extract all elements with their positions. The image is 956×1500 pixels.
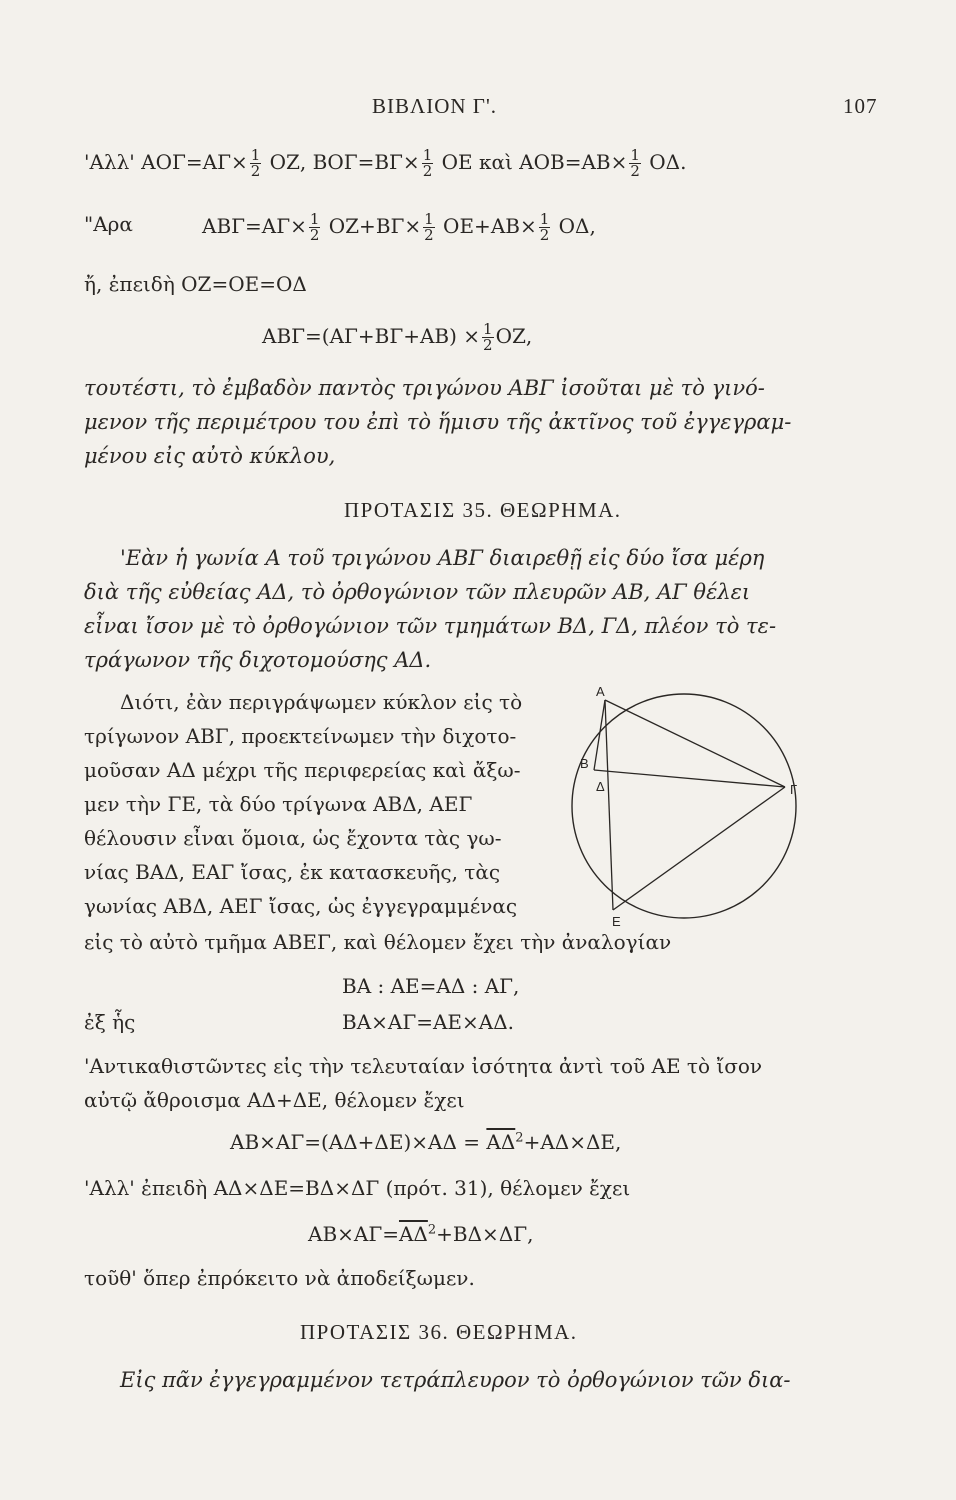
label-B: Β	[580, 756, 589, 771]
proof-line: νίας ΒΑΔ, ΕΑΓ ἴσας, ἐκ κατασκευῆς, τὰς	[84, 860, 501, 884]
fraction-half: $\frac{1}{2}$	[630, 146, 640, 180]
equation-2	[202, 212, 596, 243]
fraction-half: $\frac{1}{2}$	[424, 210, 434, 244]
eq-a-square: $\overline{A\Delta}$	[486, 1130, 516, 1154]
equation-2-label: "Αρα	[84, 212, 133, 236]
eq2-lead: ΑΒΓ=ΑΓ×	[202, 214, 307, 238]
eq2-part2: ΟΖ+ΒΓ×	[322, 214, 422, 238]
fraction-half: $\frac{1}{2}$	[309, 210, 320, 244]
eq-b-left: ΑΒ×ΑΓ=	[308, 1222, 399, 1246]
proof-line: τρίγωνον ΑΒΓ, προεκτείνωμεν τὴν διχοτο-	[84, 724, 517, 748]
eq1-part4: ΟΔ.	[642, 150, 687, 174]
equation-a	[230, 1130, 621, 1154]
equation-3	[262, 322, 532, 353]
proof-line: εἰς τὸ αὐτὸ τμῆμα ΑΒΕΓ, καὶ θέλομεν ἔχει τὴν ἀναλογίαν	[84, 930, 672, 954]
proof-line: θέλουσιν εἶναι ὅμοια, ὡς ἔχοντα τὰς γω-	[84, 826, 502, 850]
paragraph-line: μένου εἰς αὐτὸ κύκλου,	[84, 444, 336, 468]
since-line: ἤ, ἐπειδὴ ΟΖ=ΟΕ=ΟΔ	[84, 272, 307, 296]
label-E: Ε	[612, 914, 621, 929]
eq-b-right: +ΒΔ×ΔΓ,	[436, 1222, 534, 1246]
product-equation: ΒΑ×ΑΓ=ΑΕ×ΑΔ.	[342, 1010, 515, 1034]
eq1-lead: 'Αλλ' ΑΟΓ=ΑΓ×	[84, 150, 248, 174]
theorem-35-line: διὰ τῆς εὐθείας ΑΔ, τὸ ὀρθογώνιον τῶν πλευρῶν ΑΒ, ΑΓ θέλει	[84, 580, 751, 604]
fraction-half: $\frac{1}{2}$	[250, 146, 261, 180]
theorem-36-line: Εἰς πᾶν ἐγγεγραμμένον τετράπλευρον τὸ ὀρθογώνιον τῶν δια-	[120, 1368, 791, 1392]
eq-a-left: ΑΒ×ΑΓ=(ΑΔ+ΔΕ)×ΑΔ =	[230, 1130, 487, 1154]
theorem-35-line: εἶναι ἴσον μὲ τὸ ὀρθογώνιον τῶν τμημάτων ΒΔ, ΓΔ, πλέον τὸ τε-	[84, 614, 777, 638]
proof-line: Διότι, ἐὰν περιγράψωμεν κύκλον εἰς τὸ	[120, 690, 523, 714]
theorem-36-title: ΠΡΟΤΑΣΙΣ 36. ΘΕΩΡΗΜΑ.	[300, 1320, 578, 1344]
proof-line: μεν τὴν ΓΕ, τὰ δύο τρίγωνα ΑΒΔ, ΑΕΓ	[84, 792, 473, 816]
segment-AB	[594, 700, 605, 770]
theorem-35-line: 'Εὰν ἡ γωνία Α τοῦ τριγώνου ΑΒΓ διαιρεθῇ εἰς δύο ἴσα μέρη	[120, 546, 765, 570]
eq1-part3: ΟΕ καὶ ΑΟΒ=ΑΒ×	[435, 150, 628, 174]
segment-EG	[613, 787, 785, 910]
running-header: ΒΙΒΛΙΟΝ Γ'.	[372, 94, 497, 118]
proof-line: μοῦσαν ΑΔ μέχρι τῆς περιφερείας καὶ ἄξω-	[84, 758, 521, 782]
eq2-part3: ΟΕ+ΑΒ×	[436, 214, 537, 238]
fraction-half: $\frac{1}{2}$	[422, 146, 433, 180]
fraction-half: $\frac{1}{2}$	[539, 210, 550, 244]
qed-line: τοῦθ' ὅπερ ἐπρόκειτο νὰ ἀποδείξωμεν.	[84, 1266, 475, 1290]
ratio-equation: ΒΑ : ΑΕ=ΑΔ : ΑΓ,	[342, 974, 520, 998]
eq1-part2: ΟΖ, ΒΟΓ=ΒΓ×	[263, 150, 420, 174]
eq-a-exponent: 2	[515, 1130, 524, 1146]
eq3-tail: ΟΖ,	[495, 324, 533, 348]
fraction-half: $\frac{1}{2}$	[483, 320, 493, 354]
label-D: Δ	[596, 779, 605, 794]
circle-triangle-figure	[540, 680, 815, 930]
proof-line: 'Αντικαθιστῶντες εἰς τὴν τελευταίαν ἰσότητα ἀντὶ τοῦ ΑΕ τὸ ἴσον	[84, 1054, 763, 1078]
eq-a-right: +ΑΔ×ΔΕ,	[523, 1130, 622, 1154]
page-number: 107	[843, 94, 878, 118]
eq-b-exponent: 2	[427, 1222, 437, 1238]
segment-AE	[605, 700, 613, 910]
label-G: Γ	[790, 782, 798, 797]
label-A: Α	[596, 684, 605, 699]
proof-line: αὐτῷ ἄθροισμα ΑΔ+ΔΕ, θέλομεν ἔχει	[84, 1088, 465, 1112]
proof-line: 'Αλλ' ἐπειδὴ ΑΔ×ΔΕ=ΒΔ×ΔΓ (πρότ. 31), θέλομεν ἔχει	[84, 1176, 631, 1200]
paragraph-line: τουτέστι, τὸ ἐμβαδὸν παντὸς τριγώνου ΑΒΓ ἰσοῦται μὲ τὸ γινό-	[84, 376, 765, 400]
equation-1	[84, 148, 686, 179]
from-which-label: ἐξ ἧς	[84, 1010, 136, 1034]
eq2-part4: ΟΔ,	[552, 214, 596, 238]
equation-b	[308, 1222, 534, 1246]
eq3-lead: ΑΒΓ=(ΑΓ+ΒΓ+ΑΒ) ×	[262, 324, 481, 348]
paragraph-line: μενον τῆς περιμέτρου του ἐπὶ τὸ ἥμισυ τῆς ἀκτῖνος τοῦ ἐγγεγραμ-	[84, 410, 792, 434]
proof-line: γωνίας ΑΒΔ, ΑΕΓ ἴσας, ὡς ἐγγεγραμμένας	[84, 894, 518, 918]
theorem-35-line: τράγωνον τῆς διχοτομούσης ΑΔ.	[84, 648, 432, 672]
theorem-35-title: ΠΡΟΤΑΣΙΣ 35. ΘΕΩΡΗΜΑ.	[344, 498, 622, 522]
eq-b-square: $\overline{A\Delta}$	[398, 1222, 428, 1246]
